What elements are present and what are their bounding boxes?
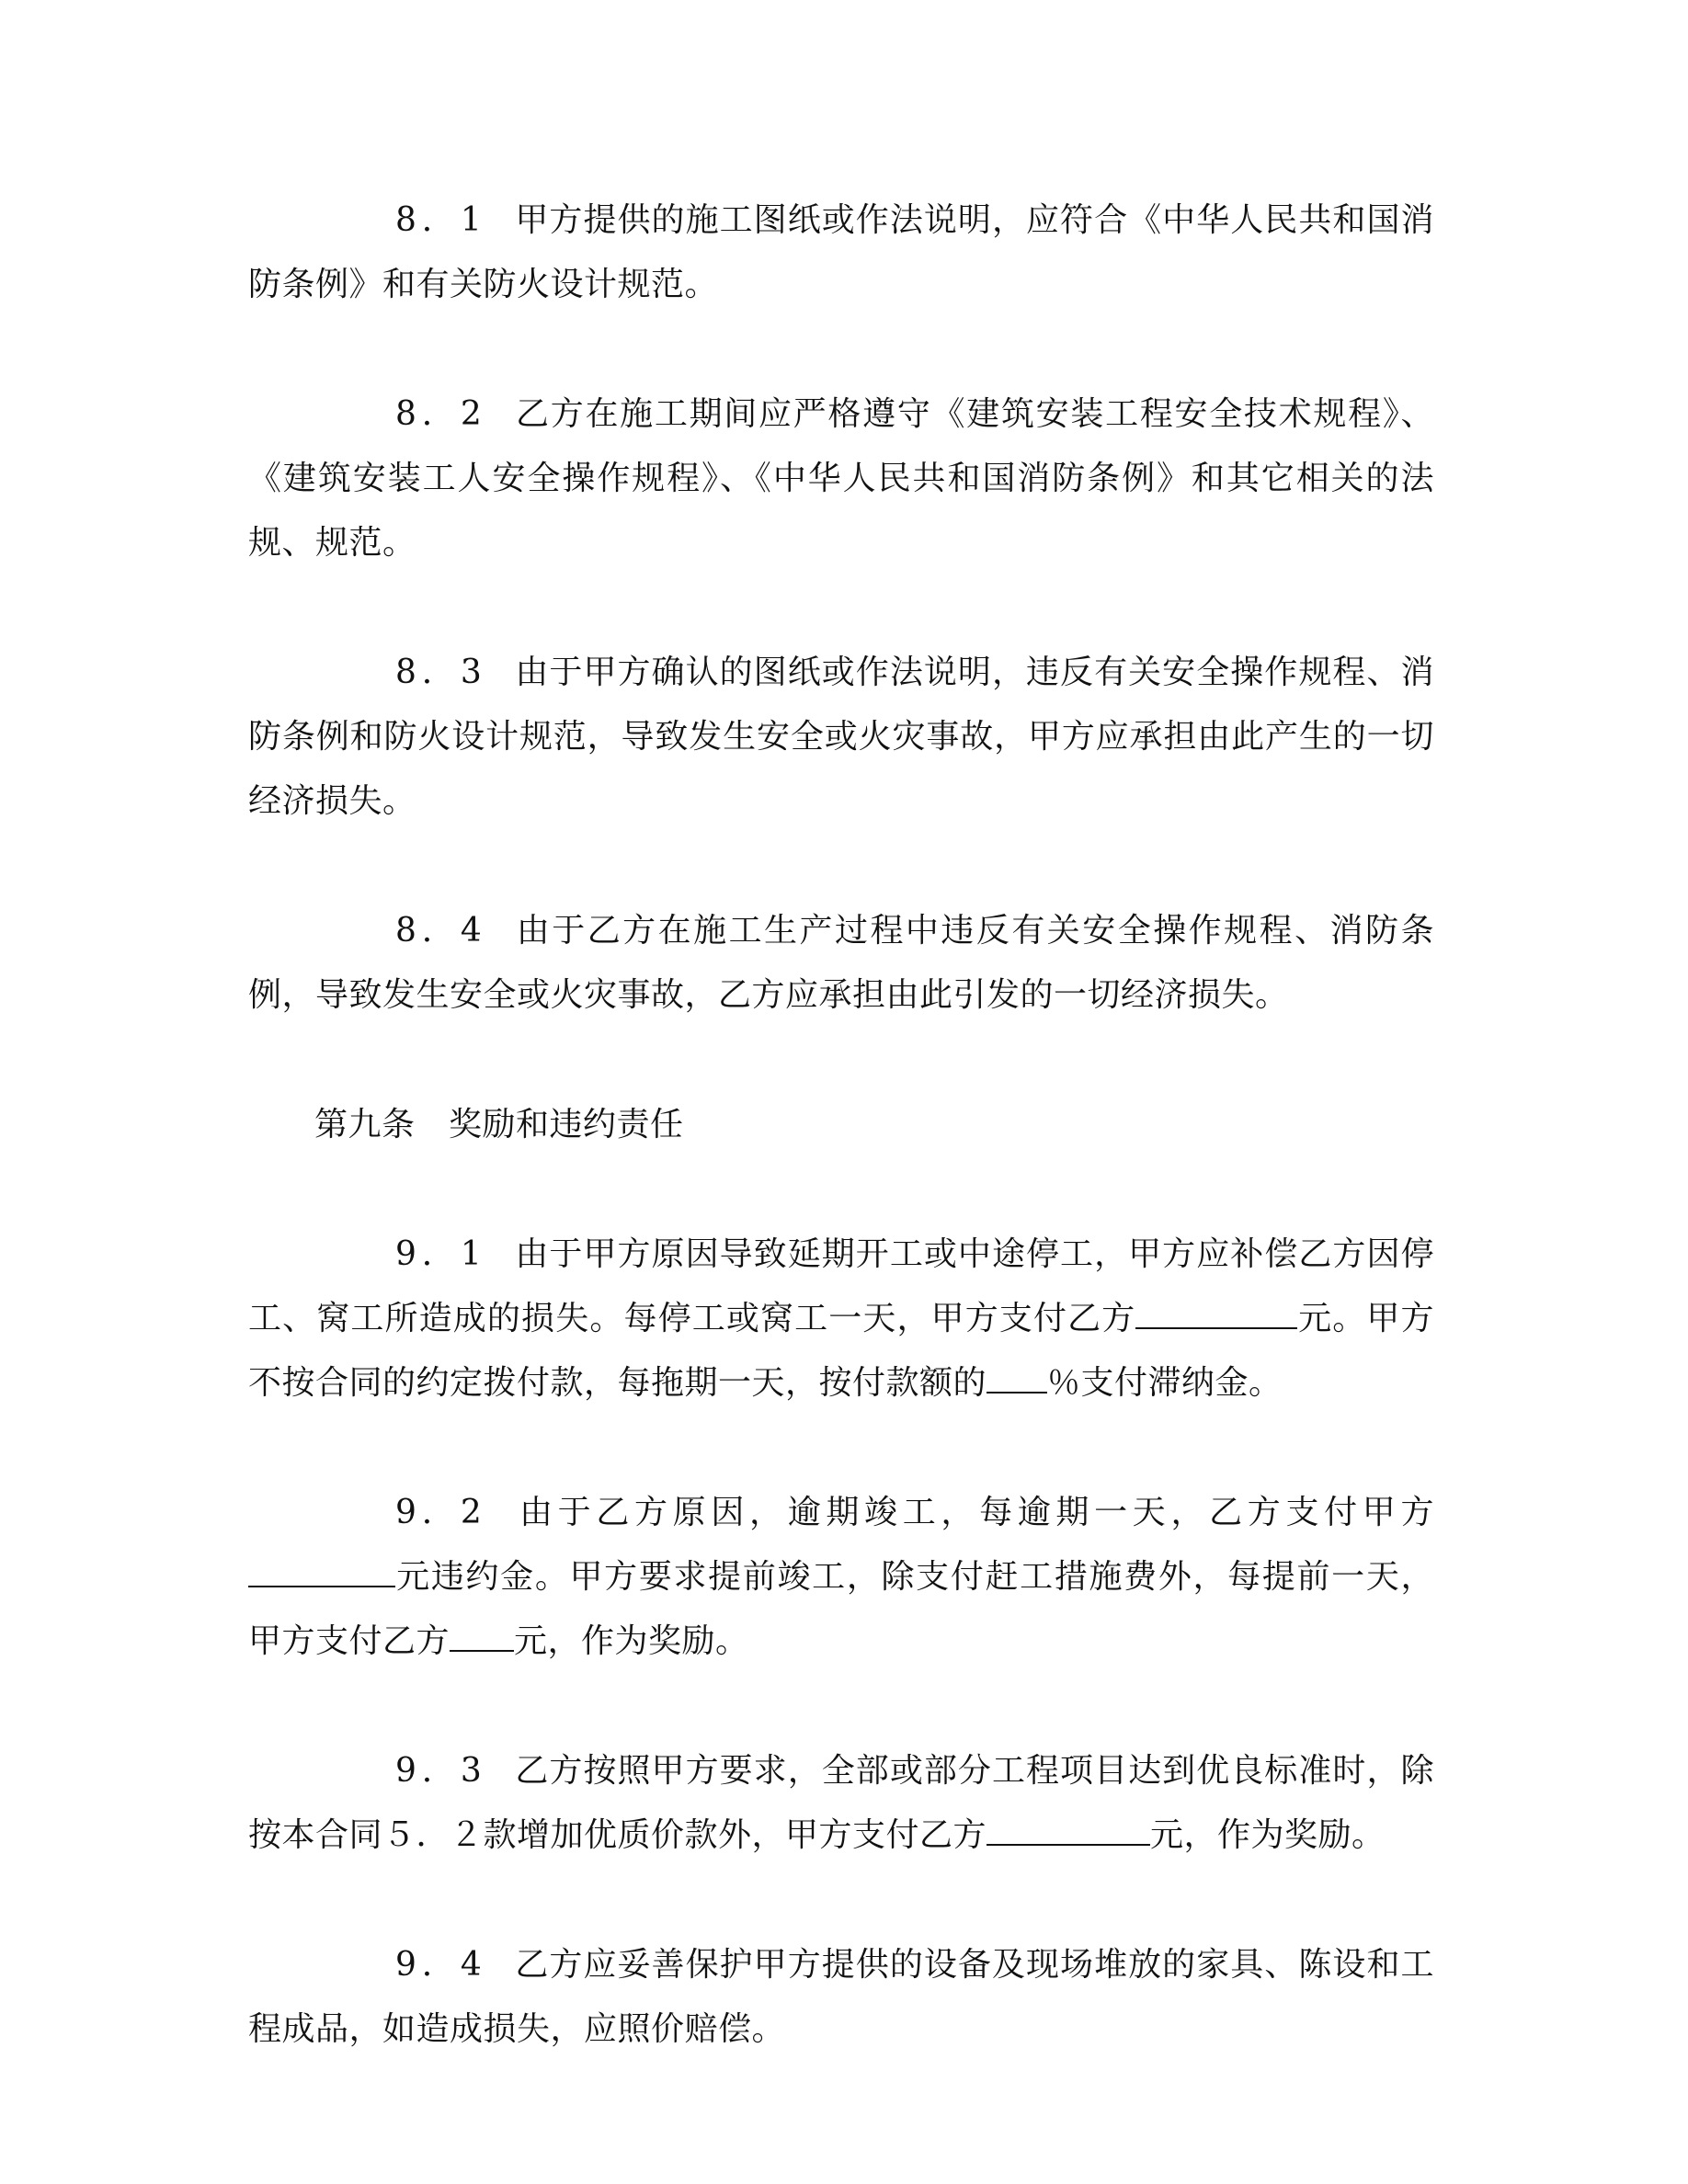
clause-text-part: 由于甲方原因导致延期开工或中途停工，甲方应补偿乙方因停工、窝工所造成的损失。每停工或窝工一天，甲方支付乙方: [248, 1235, 1434, 1337]
clause-text: 由于甲方确认的图纸或作法说明，违反有关安全操作规程、消防条例和防火设计规范，导致发生安全或火灾事故，甲方应承担由此产生的一切经济损失。: [248, 654, 1434, 820]
clause-text-part: 元。甲方不按合同的约定拨付款，每拖期一天，按付款额的: [248, 1300, 1434, 1402]
clause-9-1: [248, 1223, 1434, 1416]
blank-field: [248, 1560, 395, 1587]
blank-field: [450, 1624, 514, 1652]
clause-text: 甲方提供的施工图纸或作法说明，应符合《中华人民共和国消防条例》和有关防火设计规范。: [248, 201, 1434, 303]
clause-number: 8．1: [395, 201, 487, 239]
clause-number: 9．4: [395, 1946, 487, 1984]
clause-text-part: 乙方按照甲方要求，全部或部分工程项目达到优良标准时，除按本合同５．２款增加优质价款外，甲方支付乙方: [248, 1752, 1434, 1854]
clause-8-1: [248, 188, 1434, 317]
clause-9-4: [248, 1933, 1434, 2062]
article-title: 第九条 奖励和违约责任: [314, 1106, 684, 1143]
blank-field: [987, 1366, 1047, 1393]
clause-8-2: [248, 382, 1434, 575]
clause-number: 9．1: [395, 1235, 487, 1273]
document-page: [248, 188, 1434, 2127]
clause-number: 8．4: [395, 912, 487, 950]
clause-text: 乙方应妥善保护甲方提供的设备及现场堆放的家具、陈设和工程成品，如造成损失，应照价赔偿。: [248, 1946, 1434, 2048]
clause-text-part: 元，作为奖励。: [514, 1622, 749, 1660]
clause-number: 9．3: [395, 1752, 487, 1790]
article-9-heading: [248, 1093, 1434, 1157]
clause-9-3: [248, 1739, 1434, 1868]
clause-number: 8．2: [395, 395, 487, 433]
clause-number: 8．3: [395, 654, 487, 691]
clause-text: 乙方在施工期间应严格遵守《建筑安装工程安全技术规程》、《建筑安装工人安全操作规程》、《中华人民共和国消防条例》和其它相关的法规、规范。: [248, 395, 1434, 562]
clause-9-2: [248, 1481, 1434, 1674]
clause-text-part: 由于乙方原因，逾期竣工，每逾期一天，乙方支付甲方: [514, 1494, 1434, 1531]
clause-number: 9．2: [395, 1494, 487, 1531]
clause-text-part: 元，作为奖励。: [1150, 1816, 1386, 1854]
blank-field: [1135, 1302, 1297, 1329]
blank-field: [987, 1818, 1150, 1846]
clause-8-4: [248, 899, 1434, 1028]
clause-text-part: ％支付滞纳金。: [1047, 1364, 1283, 1402]
clause-text: 由于乙方在施工生产过程中违反有关安全操作规程、消防条例，导致发生安全或火灾事故，乙方应承担由此引发的一切经济损失。: [248, 912, 1434, 1014]
clause-8-3: [248, 641, 1434, 834]
clause-text-part: 元违约金。甲方要求提前竣工，除支付赶工措施费外，每提前一天，甲方支付乙方: [248, 1558, 1434, 1660]
